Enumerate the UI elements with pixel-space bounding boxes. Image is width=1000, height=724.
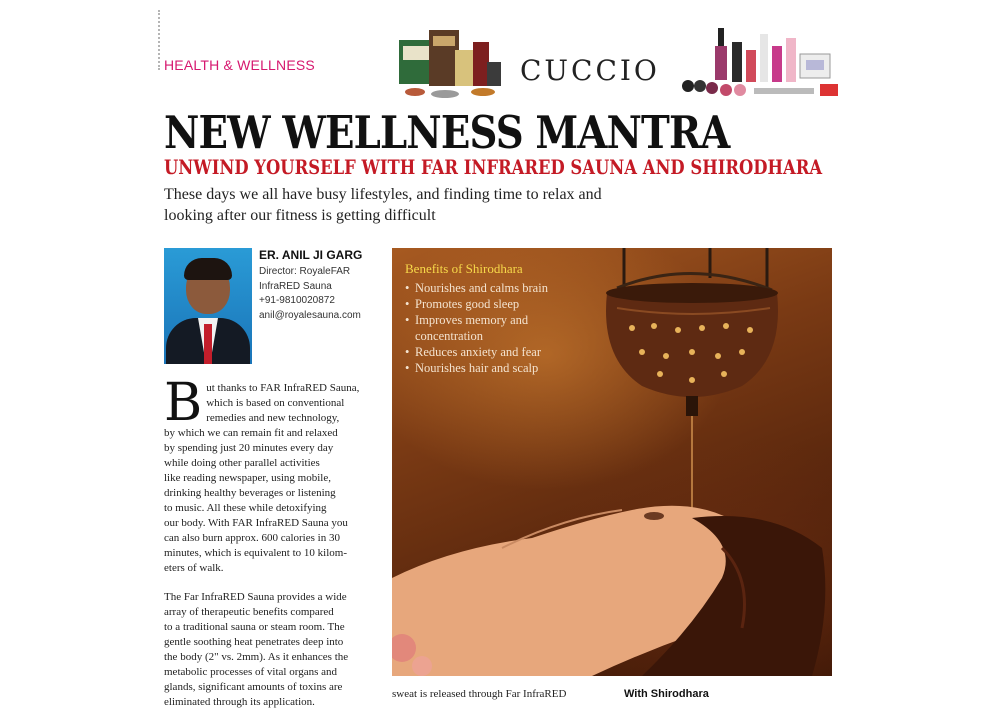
- benefit-item-cont: concentration: [415, 329, 484, 343]
- author-name: ER. ANIL JI GARG: [259, 248, 363, 262]
- benefits-list: [405, 280, 605, 376]
- article-subtitle: UNWIND YOURSELF WITH FAR INFRARED SAUNA AND SHIRODHARA: [164, 155, 823, 179]
- author-phone: +91-9810020872: [259, 295, 335, 306]
- body-paragraph: B ut thanks to FAR InfraRED Sauna, which is based on conventional remedies and new technology, by which we can remain fit and relaxed by spending just 20 minutes every day while doing other parallel activities like reading newspaper, using mobile, drinking healthy beverages or listening to music. All these while detoxifying our body. With FAR InfraRED Sauna you can also burn approx. 600 calories in 30 minutes, which is equivalent to 10 kilom- eters of walk.: [164, 373, 360, 574]
- section-tag: HEALTH & WELLNESS: [164, 57, 315, 73]
- body-paragraph: The Far InfraRED Sauna provides a wide array of therapeutic benefits compared to a traditional sauna or steam room. The gentle soothing heat penetrates deep into the body (2" vs. 2mm). As it enhances the metabolic processes of vital organs and glands, significant amounts of toxins are eliminated through its application.: [164, 591, 349, 708]
- deck-line: looking after our fitness is getting difficult: [164, 207, 436, 224]
- deck-line: These days we all have busy lifestyles, and finding time to relax and: [164, 186, 602, 203]
- author-company: InfraRED Sauna: [259, 280, 332, 292]
- product-kit-image: [395, 22, 505, 100]
- benefit-item: • Reduces anxiety and fear: [405, 344, 605, 360]
- article-title: NEW WELLNESS MANTRA: [164, 106, 730, 159]
- author-email: anil@royalesauna.com: [259, 309, 361, 321]
- dotted-rule: [158, 10, 160, 70]
- shirodhara-photo: [392, 248, 832, 676]
- benefit-item: • Promotes good sleep: [405, 296, 605, 312]
- ad-banner: [395, 22, 840, 102]
- column3-heading: With Shirodhara: [624, 688, 709, 700]
- drop-cap: B: [164, 373, 203, 433]
- body-column: [164, 373, 378, 724]
- author-info: [259, 248, 389, 323]
- author-photo: [164, 248, 252, 364]
- nail-products-image: [680, 28, 840, 102]
- benefits-title: Benefits of Shirodhara: [405, 261, 523, 276]
- article-deck: [164, 184, 644, 226]
- ad-brand-logo: CUCCIO: [520, 54, 660, 87]
- column2-text: sweat is released through Far InfraRED: [392, 688, 567, 700]
- benefit-item: • Improves memory and: [405, 312, 605, 328]
- author-title: Director: RoyaleFAR: [259, 266, 351, 277]
- benefit-item: • Nourishes and calms brain: [405, 280, 605, 296]
- benefit-item: • Nourishes hair and scalp: [405, 360, 605, 376]
- benefits-box: [405, 261, 605, 376]
